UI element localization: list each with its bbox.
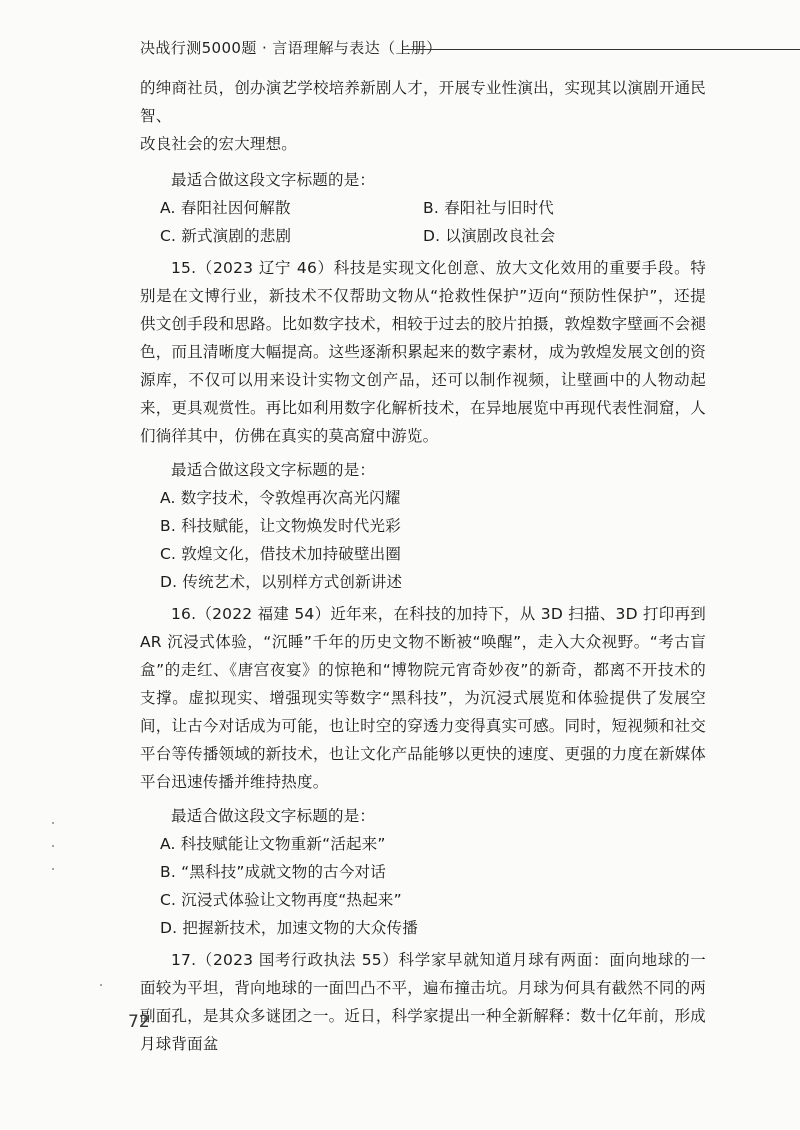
question-16-text: 16.（2022 福建 54）近年来，在科技的加持下，从 3D 扫描、3D 打印再到 AR 沉浸式体验，“沉睡”千年的历史文物不断被“唤醒”，走入大众视野。“考古盲盒”的走红、《唐宫夜宴》的惊艳和“博物院元宵奇妙夜”的新奇，都离不开技术的支撑。虚拟现实、增强现实等数字“黑科技”，为沉浸式展览和体验提供了发展空间，让古今对话成为可能，也让时空的穿透力变得真实可感。同时，短视频和社交平台等传播领域的新技术，也让文化产品能够以更快的速度、更强的力度在新媒体平台迅速传播并维持热度。 [140, 605, 706, 791]
question-16-prompt: 最适合做这段文字标题的是： [171, 807, 376, 825]
header-rule [402, 49, 800, 50]
prev-question-prompt: 最适合做这段文字标题的是： [171, 171, 376, 189]
continued-line-2: 改良社会的宏大理想。 [140, 135, 298, 153]
header-title: 决战行测5000题 · 言语理解与表达（上册） [140, 39, 442, 57]
prev-option-b: B. 春阳社与旧时代 [423, 199, 554, 217]
prev-option-d: D. 以演剧改良社会 [423, 227, 556, 245]
question-16-option-a: A. 科技赋能让文物重新“活起来” [160, 835, 386, 853]
question-16-option-d: D. 把握新技术，加速文物的大众传播 [160, 919, 418, 937]
question-16-option-b: B. “黑科技”成就文物的古今对话 [160, 863, 386, 881]
prev-option-c: C. 新式演剧的悲剧 [160, 227, 292, 245]
continued-line-1: 的绅商社员，创办演艺学校培养新剧人才，开展专业性演出，实现其以演剧开通民智、 [140, 79, 706, 125]
question-17-text: 17.（2023 国考行政执法 55）科学家早就知道月球有两面：面向地球的一面较为平坦，背向地球的一面凹凸不平，遍布撞击坑。月球为何具有截然不同的两副面孔，是其众多谜团之一。近日，科学家提出一种全新解释：数十亿年前，形成月球背面盆 [140, 951, 706, 1053]
page-number: 72 [128, 1012, 150, 1032]
page-content [140, 74, 706, 1058]
question-15-text: 15.（2023 辽宁 46）科技是实现文化创意、放大文化效用的重要手段。特别是在文博行业，新技术不仅帮助文物从“抢救性保护”迈向“预防性保护”，还提供文创手段和思路。比如数字技术，相较于过去的胶片拍摄，敦煌数字壁画不会褪色，而且清晰度大幅提高。这些逐渐积累起来的数字素材，成为敦煌发展文创的资源库，不仅可以用来设计实物文创产品，还可以制作视频，让壁画中的人物动起来，更具观赏性。再比如利用数字化解析技术，在异地展览中再现代表性洞窟，人们徜徉其中，仿佛在真实的莫高窟中游览。 [140, 259, 706, 445]
scan-speck [52, 822, 54, 824]
question-16-option-c: C. 沉浸式体验让文物再度“热起来” [160, 891, 402, 909]
question-15-option-d: D. 传统艺术，以别样方式创新讲述 [160, 573, 403, 591]
question-15-option-c: C. 敦煌文化，借技术加持破壁出圈 [160, 545, 402, 563]
prev-options [140, 194, 706, 250]
scan-speck [52, 868, 54, 870]
question-15-option-b: B. 科技赋能，让文物焕发时代光彩 [160, 517, 401, 535]
prev-option-a: A. 春阳社因何解散 [160, 199, 291, 217]
scan-speck [52, 845, 54, 847]
question-15-option-a: A. 数字技术，令敦煌再次高光闪耀 [160, 489, 401, 507]
running-header [140, 36, 730, 60]
question-15-prompt: 最适合做这段文字标题的是： [171, 461, 376, 479]
scan-speck [100, 984, 102, 986]
